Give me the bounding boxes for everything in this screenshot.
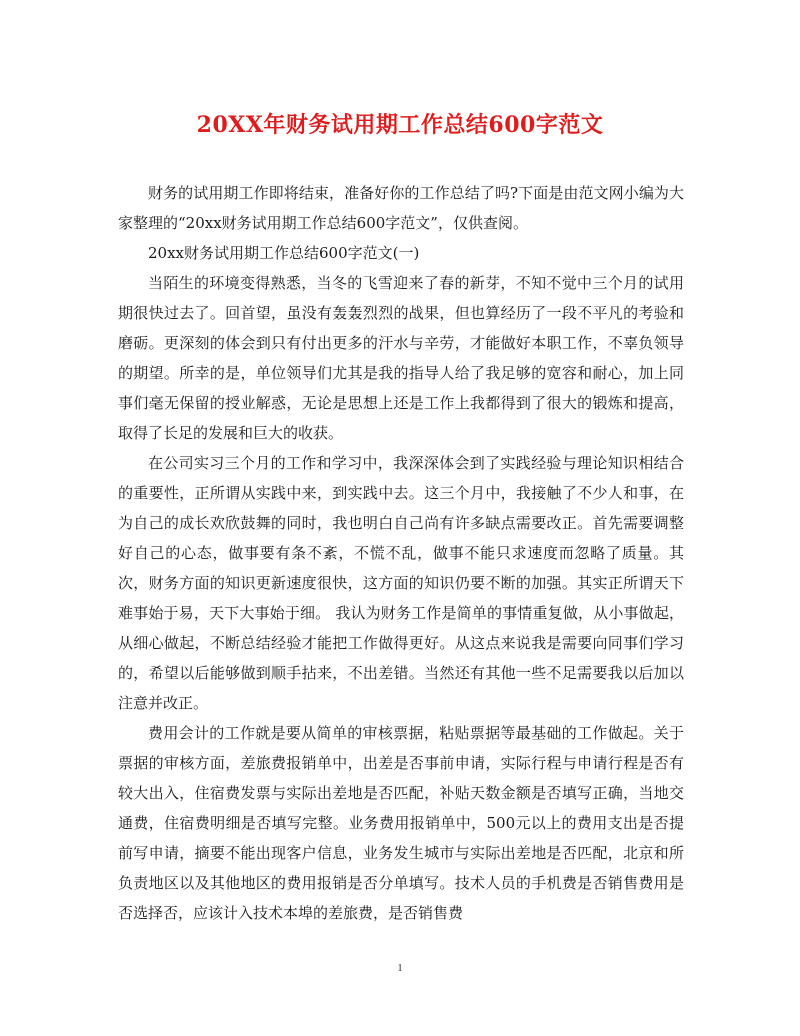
body-paragraph: 在公司实习三个月的工作和学习中，我深深体会到了实践经验与理论知识相结合的重要性，正所谓从实践中来，到实践中去。这三个月中，我接触了不少人和事，在为自己的成长欢欣鼓舞的同时，我也明白自己尚有许多缺点需要改正。首先需要调整好自己的心态，做事要有条不紊，不慌不乱，做事不能只求速度而忽略了质量。其次，财务方面的知识更新速度很快，这方面的知识仍要不断的加强。其实正所谓天下难事始于易，天下大事始于细。 我认为财务工作是简单的事情重复做，从小事做起，从细心做起，不断总结经验才能把工作做得更好。从这点来说我是需要向同事们学习的，希望以后能够做到顺手拈来，不出差错。当然还有其他一些不足需要我以后加以注意并改正。: [118, 454, 684, 712]
body-paragraph: 当陌生的环境变得熟悉，当冬的飞雪迎来了春的新芽，不知不觉中三个月的试用期很快过去了。回首望，虽没有轰轰烈烈的战果，但也算经历了一段不平凡的考验和磨砺。更深刻的体会到只有付出更多的汗水与辛劳，才能做好本职工作，不辜负领导的期望。所幸的是，单位领导们尤其是我的指导人给了我足够的宽容和耐心，加上同事们毫无保留的授业解惑，无论是思想上还是工作上我都得到了很大的锻炼和提高，取得了长足的发展和巨大的收获。: [118, 274, 684, 442]
page-number: 1: [397, 962, 403, 974]
body-paragraph: 费用会计的工作就是要从简单的审核票据，粘贴票据等最基础的工作做起。关于票据的审核方面，差旅费报销单中，出差是否事前申请，实际行程与申请行程是否有较大出入，住宿费发票与实际出差地是否匹配，补贴天数金额是否填写正确，当地交通费，住宿费明细是否填写完整。业务费用报销单中，500元以上的费用支出是否提前写申请，摘要不能出现客户信息，业务发生城市与实际出差地是否匹配，北京和所负责地区以及其他地区的费用报销是否分单填写。技术人员的手机费是否销售费用是否选择否，应该计入技术本埠的差旅费，是否销售费: [118, 724, 684, 922]
intro-paragraph: 财务的试用期工作即将结束，准备好你的工作总结了吗?下面是由范文网小编为大家整理的“20xx财务试用期工作总结600字范文”，仅供查阅。: [118, 184, 684, 232]
document-title: 20XX年财务试用期工作总结600字范文: [196, 112, 604, 138]
section-heading: 20xx财务试用期工作总结600字范文(一): [148, 244, 420, 262]
document-body: [118, 178, 684, 928]
